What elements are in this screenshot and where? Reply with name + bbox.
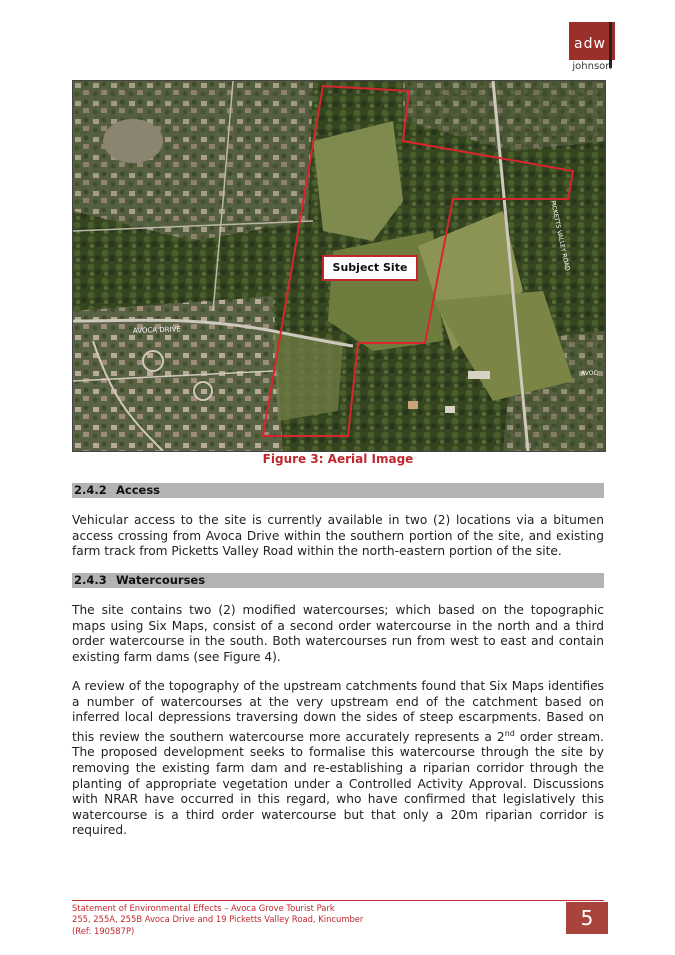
footer-line-1: Statement of Environmental Effects – Avoca Grove Tourist Park [72,903,335,913]
company-logo [569,22,615,74]
paragraph-watercourses-1: The site contains two (2) modified watercourses; which based on the topographic maps using Six Maps, consist of a second order watercourse in the north and a third order watercourse in the south. Both watercourses run from west to east and contain existing farm dams (see Figure 4). [72,603,604,664]
subject-site-label: Subject Site [322,255,418,281]
footer-divider [72,900,604,901]
figure-caption: Figure 3: Aerial Image [262,452,414,466]
paragraph-watercourses-2: A review of the topography of the upstream catchments found that Six Maps identifies a number of watercourses at the very upstream end of the catchment based on inferred local depressions traversing down the sides of steep escarpments. Based on this review the southern watercourse more accurately represents a 2nd order stream. The proposed development seeks to formalise this watercourse through the site by removing the existing farm dam and re-establishing a riparian corridor through the planting of appropriate vegetation under a Controlled Activity Approval. Discussions with NRAR have occurred in this regard, who have confirmed that legislatively this watercourse is a third order watercourse but that only a 20m riparian corridor is required. [72,679,604,838]
footer-text [72,903,542,937]
map-label-picketts-valley-road: PICKETTS VALLEY ROAD [549,199,571,272]
section-title: Watercourses [116,573,206,587]
map-label-avoc: AVOC [581,370,598,377]
page-number: 5 [566,902,608,934]
logo-word: johnson [572,61,612,72]
footer-line-2: 255, 255A, 255B Avoca Drive and 19 Picketts Valley Road, Kincumber [72,914,364,925]
logo-letters: adw [574,36,606,52]
paragraph-access: Vehicular access to the site is currently available in two (2) locations via a bitumen access crossing from Avoca Drive within the southern portion of the site, and existing farm track from Picketts Valley Road within the north-eastern portion of the site. [72,513,604,559]
section-number: 2.4.2 [74,483,107,497]
map-label-avoca-drive: AVOCA DRIVE [132,325,181,335]
section-title: Access [116,483,161,497]
section-number: 2.4.3 [74,573,107,587]
section-heading-access [72,483,604,498]
footer-line-3: (Ref: 190587P) [72,925,135,936]
section-heading-watercourses [72,573,604,588]
